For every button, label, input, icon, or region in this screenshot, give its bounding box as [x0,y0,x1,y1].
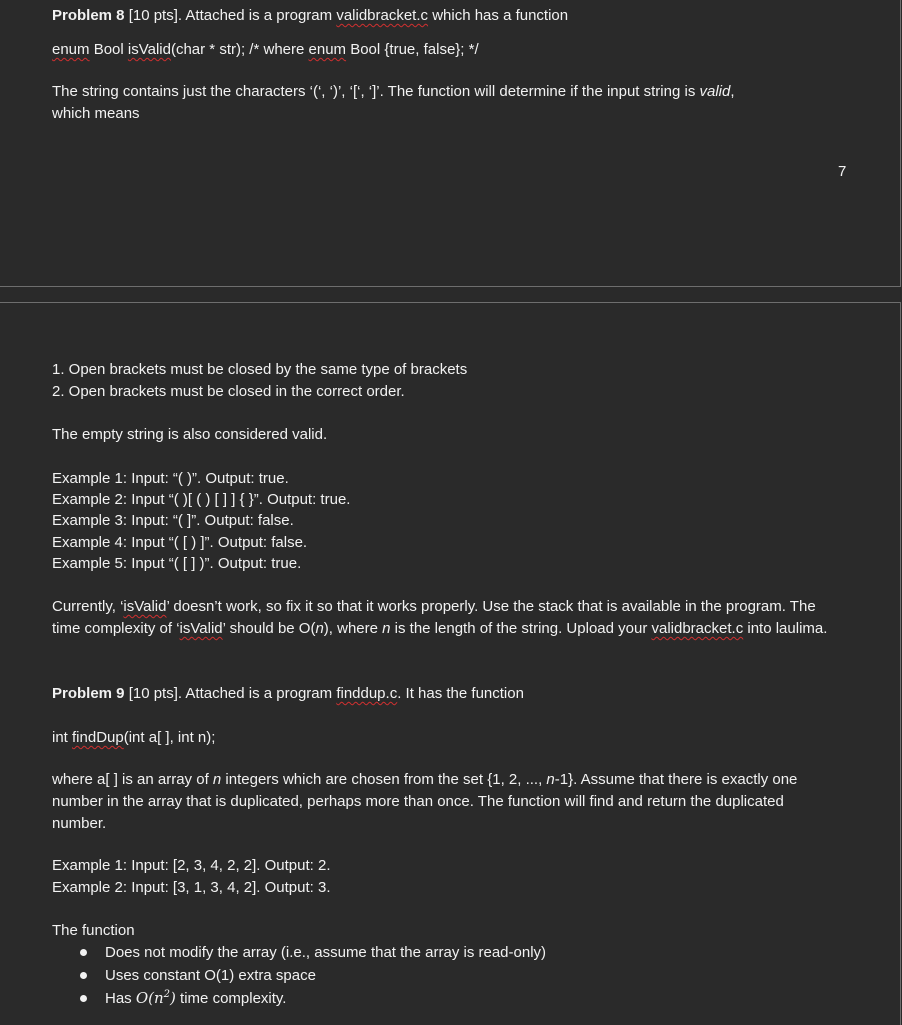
list-item: Uses constant O(1) extra space [52,964,546,987]
list-item: Does not modify the array (i.e., assume that the array is read-only) [52,941,546,964]
finddup-description: where a[ ] is an array of n integers which are chosen from the set {1, 2, ..., n-1}. Assume that there is exactly one number in the array that is duplicated, perhaps more than once. The function will find and return the duplicated number. [52,771,798,832]
document-page-1 [0,0,901,287]
filename-finddup: finddup.c [336,685,398,702]
filename-validbracket: validbracket.c [336,7,429,24]
description-line-2: which means [52,105,140,122]
problem8-intro: Problem 8 [10 pts]. Attached is a program validbracket.c which has a function [52,7,569,24]
example9-1: Example 1: Input: [2, 3, 4, 2, 2]. Output: 2. [52,857,331,874]
page-gap [0,287,902,301]
bullet-icon [80,972,87,979]
problem9-heading: Problem 9 [52,685,125,702]
page-number: 7 [838,163,847,180]
example8-5: Example 5: Input “( [ ] )”. Output: true. [52,555,302,572]
example9-2: Example 2: Input: [3, 1, 3, 4, 2]. Output: 3. [52,879,331,896]
example8-2: Example 2: Input “( )[ ( ) [ ] ] { }”. Output: true. [52,491,351,508]
rule-1: 1. Open brackets must be closed by the same type of brackets [52,361,468,378]
list-item: Has $O(n^2)$ time complexity. [52,987,546,1010]
example8-1: Example 1: Input: “( )”. Output: true. [52,470,289,487]
document-page-2 [0,302,901,1025]
problem9-intro: Problem 9 [10 pts]. Attached is a program finddup.c. It has the function [52,685,524,702]
empty-string-note: The empty string is also considered valid. [52,426,328,443]
example8-4: Example 4: Input “( [ ) ]”. Output: false. [52,534,308,551]
requirements-list [52,941,546,1010]
rule-2: 2. Open brackets must be closed in the correct order. [52,383,405,400]
description-line-1: The string contains just the characters ‘(‘, ‘)’, ‘[‘, ‘]’. The function will determine if the input string is valid, [52,83,735,100]
function-signature-finddup: int findDup(int a[ ], int n); [52,729,216,746]
bullet-icon [80,995,87,1002]
example8-3: Example 3: Input: “( ]”. Output: false. [52,512,294,529]
function-intro: The function [52,922,135,939]
function-signature-isvalid: enum Bool isValid(char * str); /* where enum Bool {true, false}; */ [52,41,479,58]
problem8-heading: Problem 8 [52,7,125,24]
bullet-icon [80,949,87,956]
currently-paragraph: Currently, ‘isValid’ doesn’t work, so fix it so that it works properly. Use the stack that is available in the program. The time complexity of ‘isValid’ should be O(n), where n is the length of the string. Upload your validbracket.c into laulima. [52,598,828,637]
